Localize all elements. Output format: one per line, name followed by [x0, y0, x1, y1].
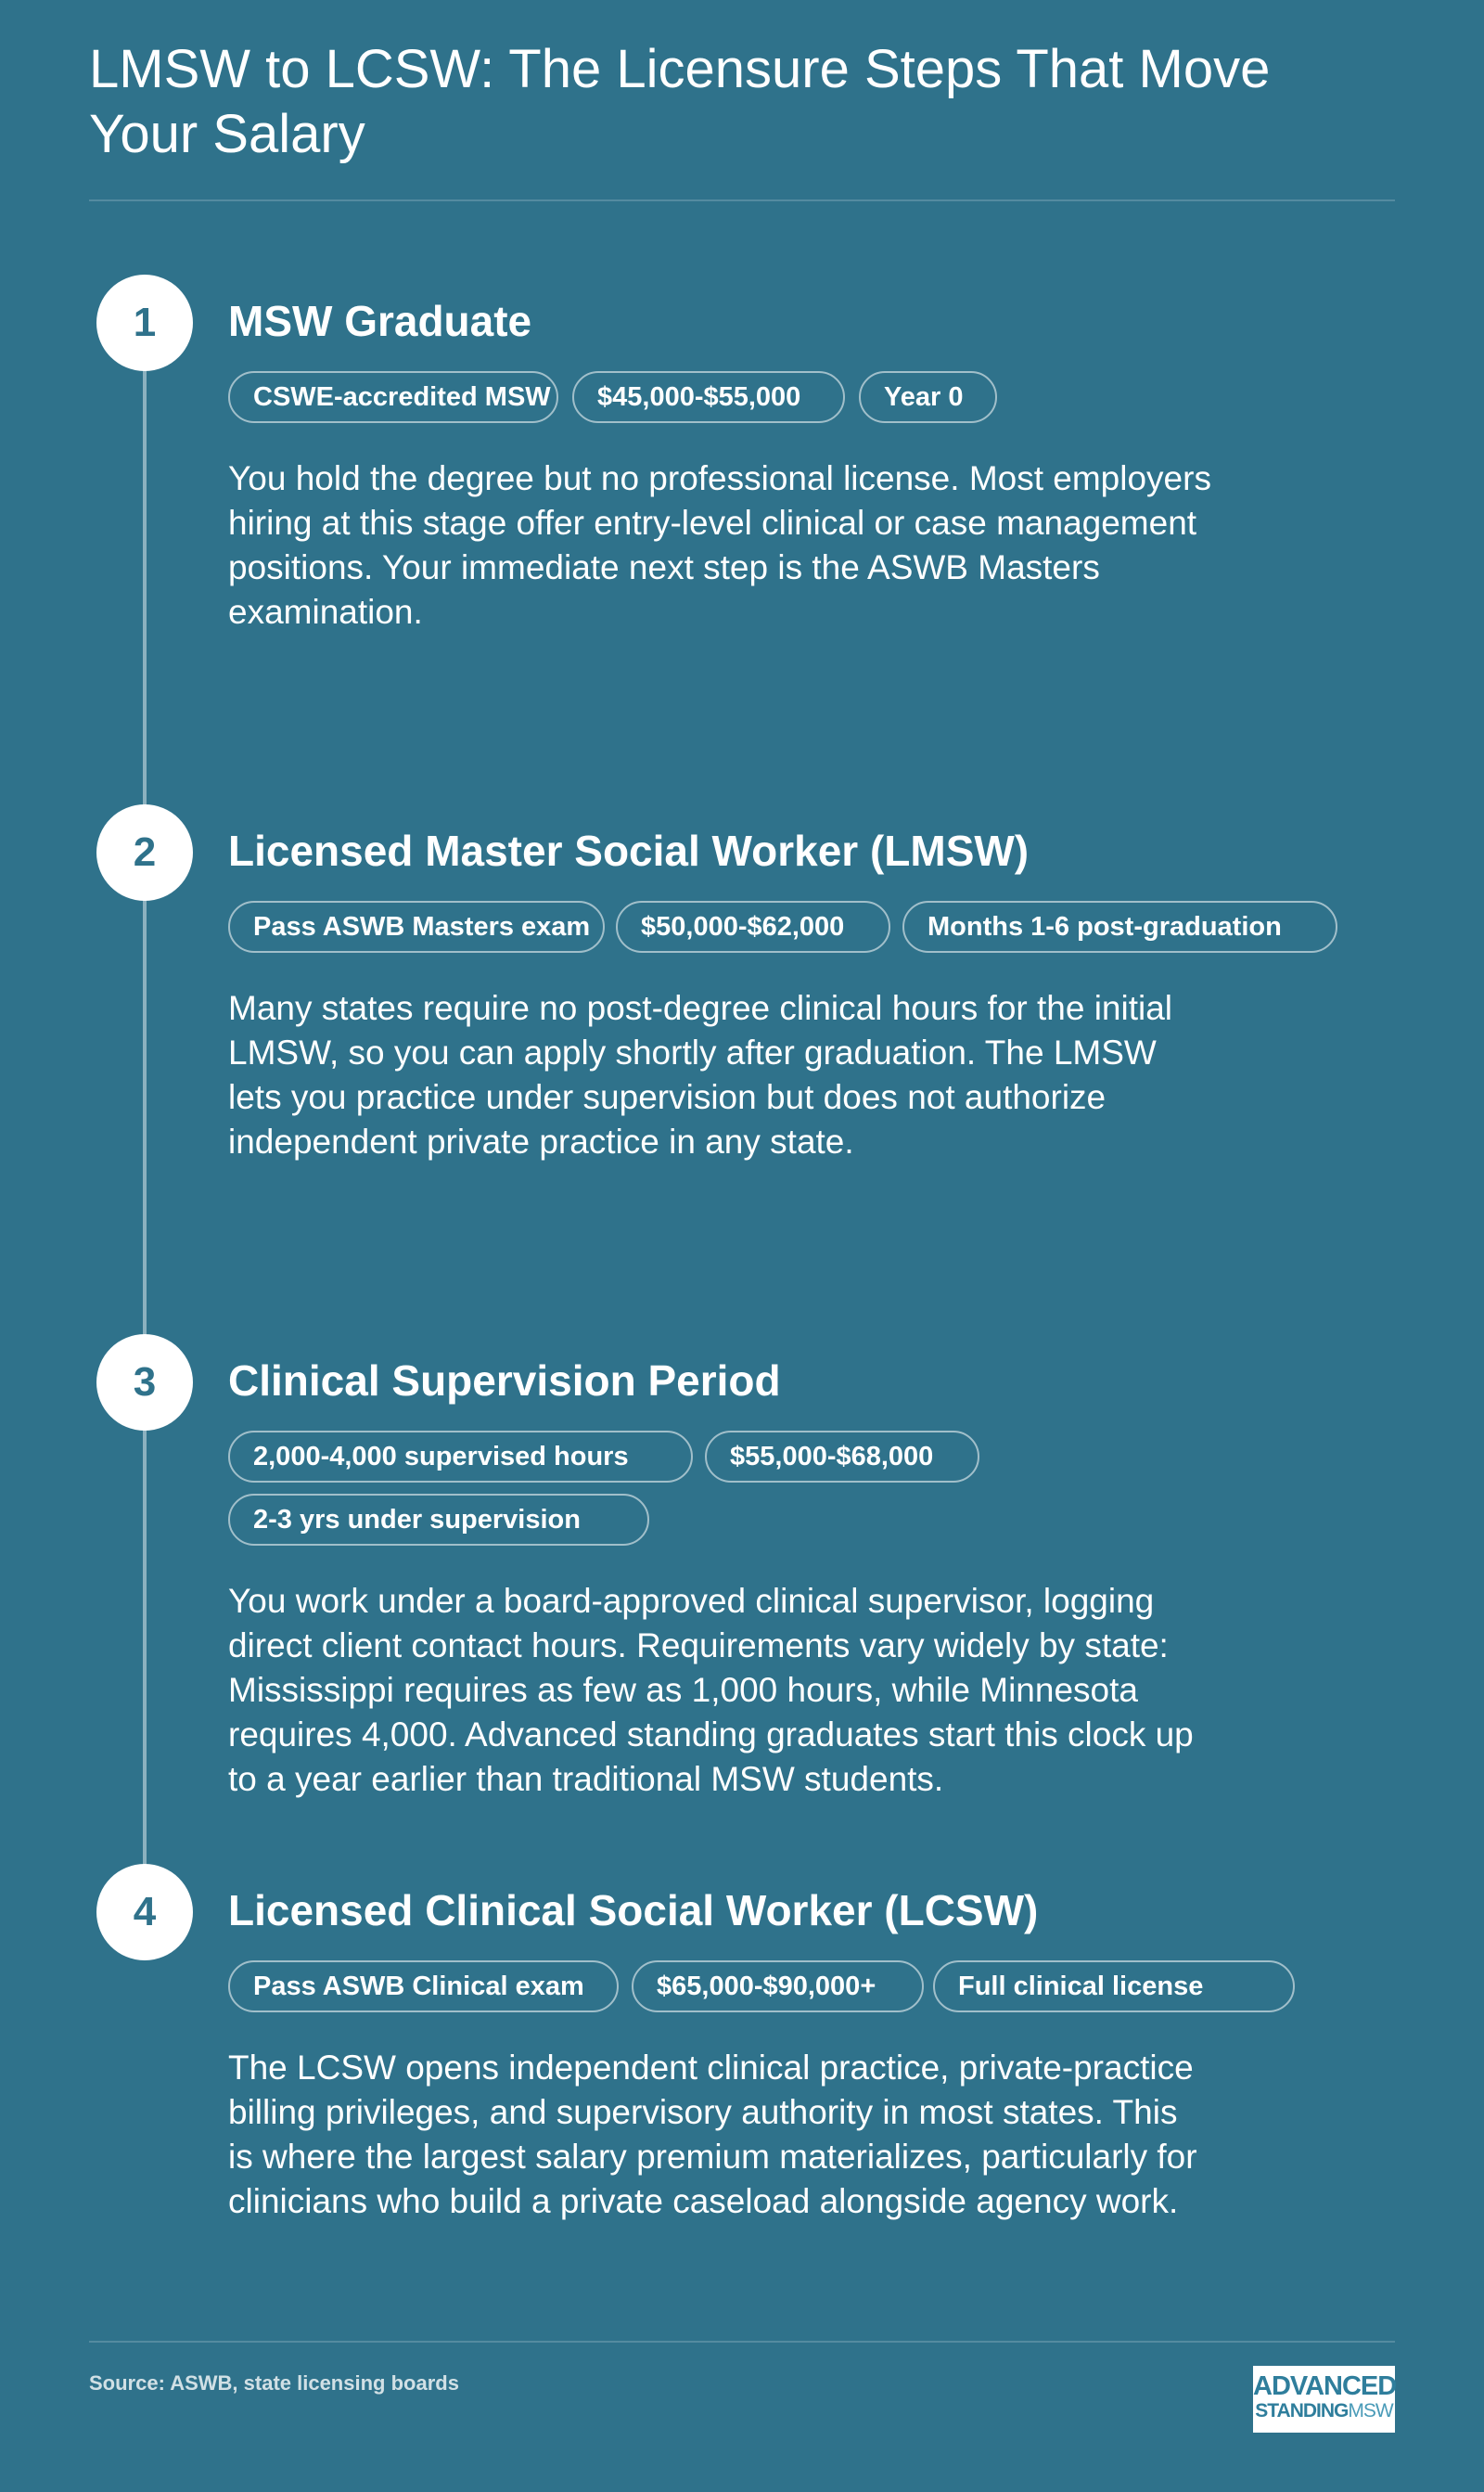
logo-text-bottom	[1253, 2400, 1395, 2422]
step-title: Clinical Supervision Period	[228, 1356, 781, 1405]
step-description: Many states require no post-degree clinical hours for the initial LMSW, so you can apply shortly after graduation. The LMSW lets you practice under supervision but does not authorize independent private practice in any state.	[228, 989, 1173, 1161]
salary-tag: $65,000-$90,000+	[632, 1960, 924, 2012]
page-title: LMSW to LCSW: The Licensure Steps That Move Your Salary	[89, 39, 1271, 164]
title-divider	[89, 199, 1395, 201]
logo-text-bold: STANDING	[1255, 2400, 1349, 2421]
step-title: MSW Graduate	[228, 297, 532, 345]
step-title: Licensed Master Social Worker (LMSW)	[228, 827, 1030, 875]
salary-tag: $50,000-$62,000	[616, 901, 890, 953]
timeframe-tag: Months 1-6 post-graduation	[902, 901, 1337, 953]
timeframe-tag: Full clinical license	[933, 1960, 1295, 2012]
requirement-tag: 2,000-4,000 supervised hours	[228, 1431, 693, 1483]
step-number-badge: 4	[96, 1864, 193, 1960]
footer-divider	[89, 2341, 1395, 2343]
timeline-line	[143, 323, 147, 1900]
logo-text-top: ADVANCED	[1253, 2371, 1397, 2401]
timeframe-tag: Year 0	[859, 371, 997, 423]
step-description: You work under a board-approved clinical supervisor, logging direct client contact hours. Requirements vary widely by state: Mississippi requires as few as 1,000 hours, while Minnesota requires 4,000. Advanced standing graduates start this clock up to a year earlier than traditional MSW students.	[228, 1582, 1194, 1798]
step-title: Licensed Clinical Social Worker (LCSW)	[228, 1886, 1039, 1934]
source-note: Source: ASWB, state licensing boards	[89, 2371, 459, 2395]
requirement-tag: Pass ASWB Masters exam	[228, 901, 605, 953]
timeframe-tag: 2-3 yrs under supervision	[228, 1494, 649, 1546]
salary-tag: $55,000-$68,000	[705, 1431, 979, 1483]
step-description: The LCSW opens independent clinical practice, private-practice billing privileges, and supervisory authority in most states. This is where the largest salary premium materializes, particularly for clinicians who build a private caseload alongside agency work.	[228, 2049, 1197, 2220]
salary-tag: $45,000-$55,000	[572, 371, 845, 423]
logo-text-light: MSW	[1348, 2400, 1393, 2421]
requirement-tag: CSWE-accredited MSW	[228, 371, 558, 423]
step-description: You hold the degree but no professional license. Most employers hiring at this stage offer entry-level clinical or case management positions. Your immediate next step is the ASWB Masters examination.	[228, 459, 1211, 631]
step-number-badge: 3	[96, 1334, 193, 1431]
brand-logo	[1253, 2366, 1395, 2433]
requirement-tag: Pass ASWB Clinical exam	[228, 1960, 619, 2012]
step-number-badge: 1	[96, 275, 193, 371]
step-number-badge: 2	[96, 804, 193, 901]
